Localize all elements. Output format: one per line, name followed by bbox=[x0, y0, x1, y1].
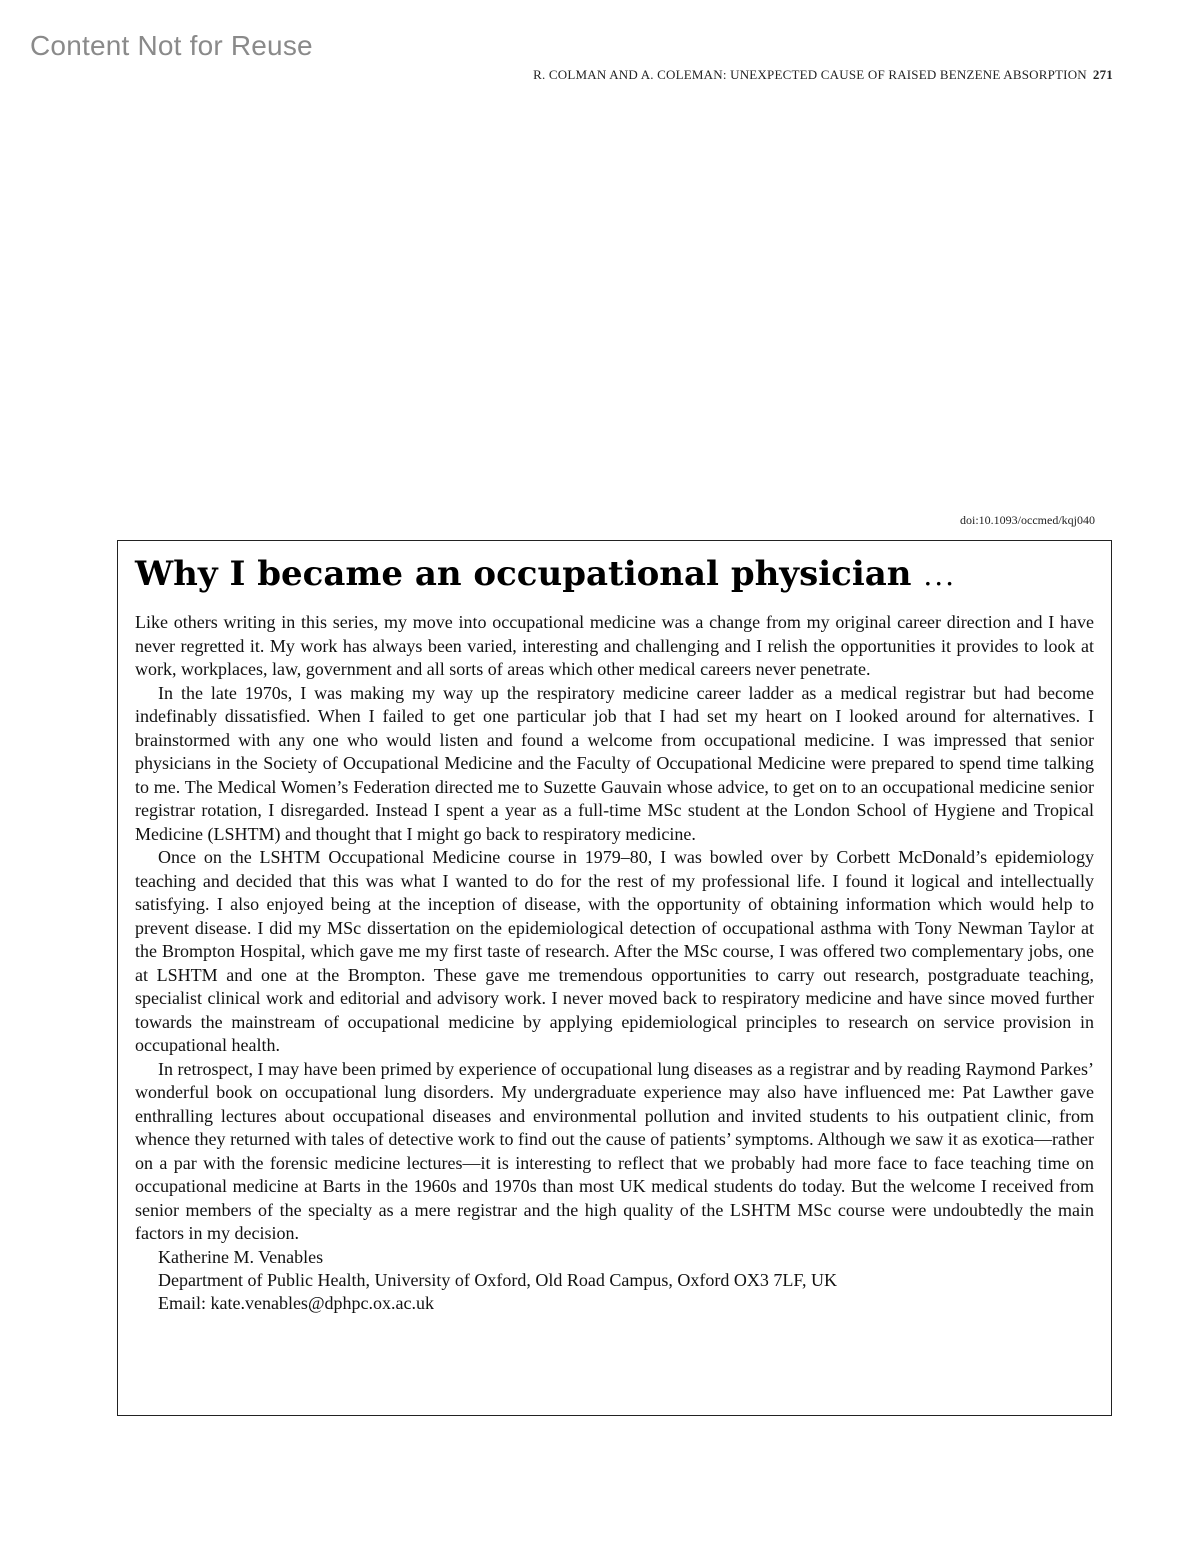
running-head-title: R. COLMAN AND A. COLEMAN: UNEXPECTED CAUSE OF RAISED BENZENE ABSORPTION bbox=[533, 67, 1087, 82]
author-name: Katherine M. Venables bbox=[158, 1246, 324, 1267]
article-title bbox=[135, 551, 1094, 599]
running-head bbox=[533, 67, 1113, 83]
article-paragraph-3: Once on the LSHTM Occupational Medicine course in 1979–80, I was bowled over by Corbett McDonald’s epidemiology teaching and decided that this was what I wanted to do for the rest of my professional life. I found it logical and intellectually satisfying. I also enjoyed being at the inception of disease, with the opportunity of obtaining information which would help to prevent disease. I did my MSc dissertation on the epidemiological detection of occupational asthma with Tony Newman Taylor at the Brompton Hospital, which gave me my first taste of research. After the MSc course, I was offered two complementary jobs, one at LSHTM and one at the Brompton. These gave me tremendous opportunities to carry out research, postgraduate teaching, specialist clinical work and editorial and advisory work. I never moved back to respiratory medicine and have since moved further towards the mainstream of occupational medicine by applying epidemiological principles to research on service provision in occupational health. bbox=[135, 847, 1094, 1055]
article-paragraph-4: In retrospect, I may have been primed by experience of occupational lung diseases as a registrar and by reading Raymond Parkes’ wonderful book on occupational lung disorders. My undergraduate experience may also have influenced me: Pat Lawther gave enthralling lectures about occupational diseases and environmental pollution and invited students to his outpatient clinic, from whence they returned with tales of detective work to find out the cause of patients’ symptoms. Although we saw it as exotica—rather on a par with the forensic medicine lectures—it is interesting to reflect that we probably had more face to face teaching time on occupational medicine at Barts in the 1960s and 1970s than most UK medical students do today. But the welcome I received from senior members of the specialty as a mere registrar and the high quality of the LSHTM MSc course were undoubtedly the main factors in my decision. bbox=[135, 1058, 1094, 1243]
article-paragraph-2: In the late 1970s, I was making my way up the respiratory medicine career ladder as a medical registrar but had become indefinably dissatisfied. When I failed to get one particular job that I had set my heart on I looked around for alternatives. I brainstormed with any one who would listen and found a welcome from occupational medicine. I was impressed that senior physicians in the Society of Occupational Medicine and the Faculty of Occupational Medicine were prepared to spend time talking to me. The Medical Women’s Federation directed me to Suzette Gauvain whose advice, to get on to an occupational medicine senior registrar rotation, I disregarded. Instead I spent a year as a full-time MSc student at the London School of Hygiene and Tropical Medicine (LSHTM) and thought that I might go back to respiratory medicine. bbox=[135, 682, 1094, 844]
article-title-ellipsis: ... bbox=[923, 559, 957, 592]
watermark-text: Content Not for Reuse bbox=[30, 30, 313, 61]
author-affiliation: Department of Public Health, University of Oxford, Old Road Campus, Oxford OX3 7LF, UK bbox=[158, 1269, 837, 1290]
article-box bbox=[117, 540, 1112, 1416]
article-paragraph-1: Like others writing in this series, my move into occupational medicine was a change from my original career direction and I have never regretted it. My work has always been varied, interesting and challenging and I relish the opportunities it provides to look at work, workplaces, law, government and all sorts of areas which other medical careers never penetrate. bbox=[135, 612, 1094, 679]
doi-reference: doi:10.1093/occmed/kqj040 bbox=[960, 513, 1095, 527]
page-number: 271 bbox=[1092, 67, 1113, 82]
author-email: Email: kate.venables@dphpc.ox.ac.uk bbox=[158, 1292, 434, 1313]
article-title-text: Why I became an occupational physician bbox=[135, 554, 912, 594]
